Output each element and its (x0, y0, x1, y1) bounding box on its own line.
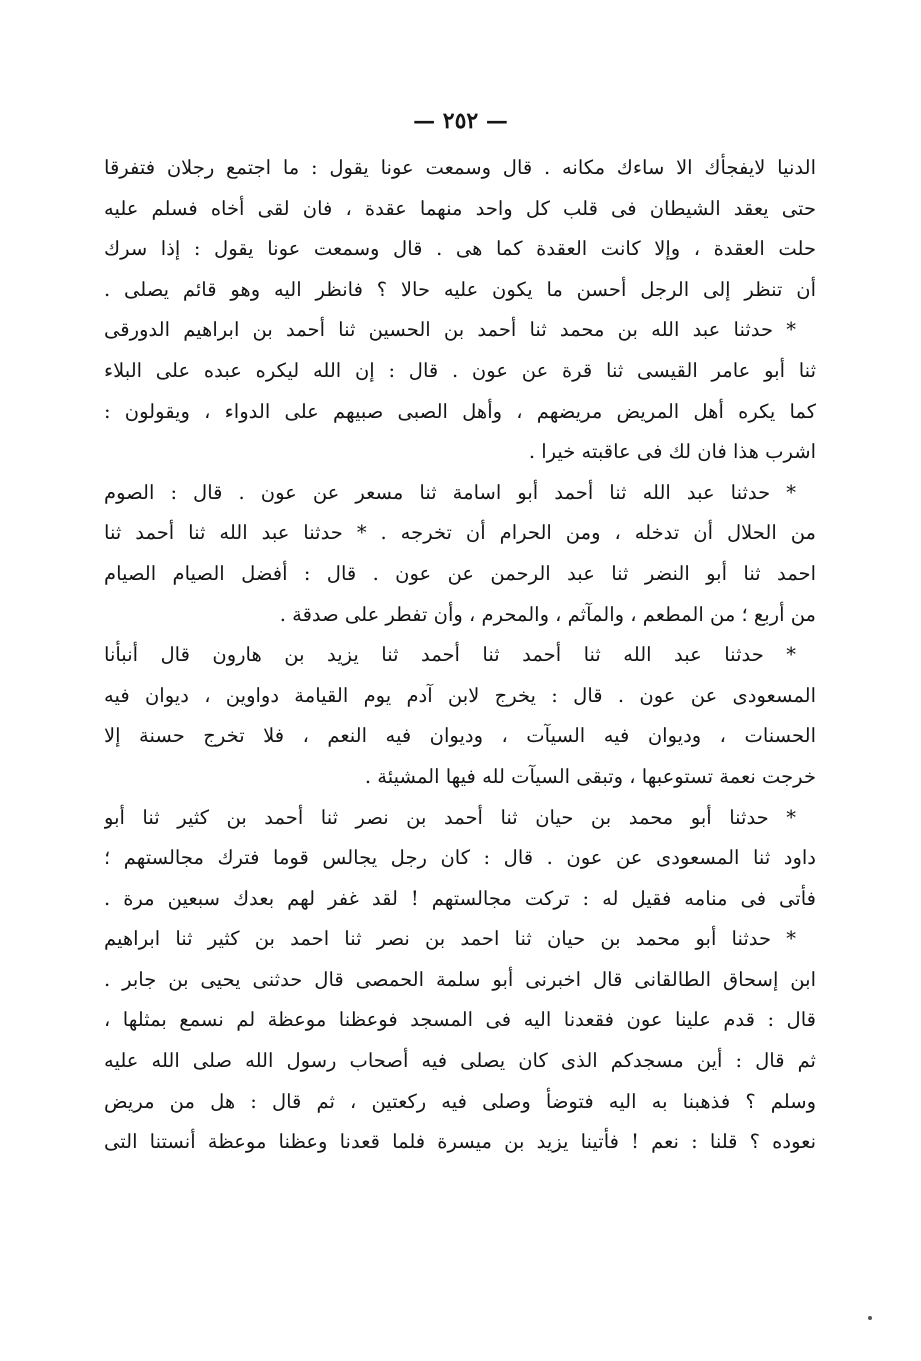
body-text (104, 148, 816, 1163)
text-line: ابن إسحاق الطالقانى قال اخبرنى أبو سلمة الحمصى قال حدثنى يحيى بن جابر . (104, 967, 816, 991)
text-line: ثنا أبو عامر القيسى ثنا قرة عن عون . قال : إن الله ليكره عبده على البلاء (104, 358, 816, 382)
text-line: وسلم ؟ فذهبنا به اليه فتوضأ وصلى فيه ركعتين ، ثم قال : هل من مريض (104, 1089, 816, 1113)
text-line: * حدثنا أبو محمد بن حيان ثنا أحمد بن نصر ثنا أحمد بن كثير ثنا أبو (104, 805, 796, 829)
text-line: حلت العقدة ، وإلا كانت العقدة كما هى . قال وسمعت عونا يقول : إذا سرك (104, 237, 816, 261)
text-line: * حدثنا أبو محمد بن حيان ثنا احمد بن نصر ثنا احمد بن كثير ثنا ابراهيم (104, 927, 796, 951)
text-line: كما يكره أهل المريض مريضهم ، وأهل الصبى صبيهم على الدواء ، ويقولون : (104, 399, 816, 423)
text-line: داود ثنا المسعودى عن عون . قال : كان رجل يجالس قوما فترك مجالستهم ؛ (104, 846, 816, 870)
page-number: — ٢٥٢ — (413, 108, 508, 134)
text-line: * حدثنا عبد الله ثنا أحمد ثنا أحمد ثنا يزيد بن هارون قال أنبأنا (104, 643, 796, 667)
text-line: المسعودى عن عون . قال : يخرج لابن آدم يوم القيامة دواوين ، ديوان فيه (104, 683, 816, 707)
text-line: فأتى فى منامه فقيل له : تركت مجالستهم ! لقد غفر لهم بعدك سبعين مرة . (104, 886, 816, 910)
text-line: * حدثنا عبد الله بن محمد ثنا أحمد بن الحسين ثنا أحمد بن ابراهيم الدورقى (104, 318, 796, 342)
text-line: الدنيا لايفجأك الا ساءك مكانه . قال وسمعت عونا يقول : ما اجتمع رجلان فتفرقا (104, 156, 816, 179)
text-line: احمد ثنا أبو النضر ثنا عبد الرحمن عن عون . قال : أفضل الصيام الصيام (104, 561, 816, 585)
text-line: من الحلال أن تدخله ، ومن الحرام أن تخرجه . * حدثنا عبد الله ثنا أحمد ثنا (104, 521, 816, 545)
text-line: ثم قال : أين مسجدكم الذى كان يصلى فيه أصحاب رسول الله صلى الله عليه (104, 1049, 816, 1073)
text-line: اشرب هذا فان لك فى عاقبته خيرا . (528, 440, 816, 464)
scan-speck (868, 1316, 872, 1320)
text-line: قال : قدم علينا عون فقعدنا اليه فى المسجد فوعظنا موعظة لم نسمع بمثلها ، (104, 1008, 816, 1032)
text-line: أن تنظر إلى الرجل أحسن ما يكون عليه حالا ؟ فانظر اليه وهو قائم يصلى . (104, 277, 816, 301)
text-line: نعوده ؟ قلنا : نعم ! فأتينا يزيد بن ميسرة فلما قعدنا وعظنا موعظة أنستنا التى (104, 1130, 816, 1154)
text-line: * حدثنا عبد الله ثنا أحمد أبو اسامة ثنا مسعر عن عون . قال : الصوم (104, 480, 796, 504)
text-line: حتى يعقد الشيطان فى قلب كل واحد منهما عقدة ، فان لقى أخاه فسلم عليه (104, 196, 816, 220)
text-line: الحسنات ، وديوان فيه السيآت ، وديوان فيه النعم ، فلا تخرج حسنة إلا (104, 724, 816, 748)
text-line: خرجت نعمة تستوعبها ، وتبقى السيآت لله فيها المشيئة . (364, 764, 816, 788)
text-line: من أربع ؛ من المطعم ، والمآثم ، والمحرم ، وأن تفطر على صدقة . (279, 602, 816, 626)
